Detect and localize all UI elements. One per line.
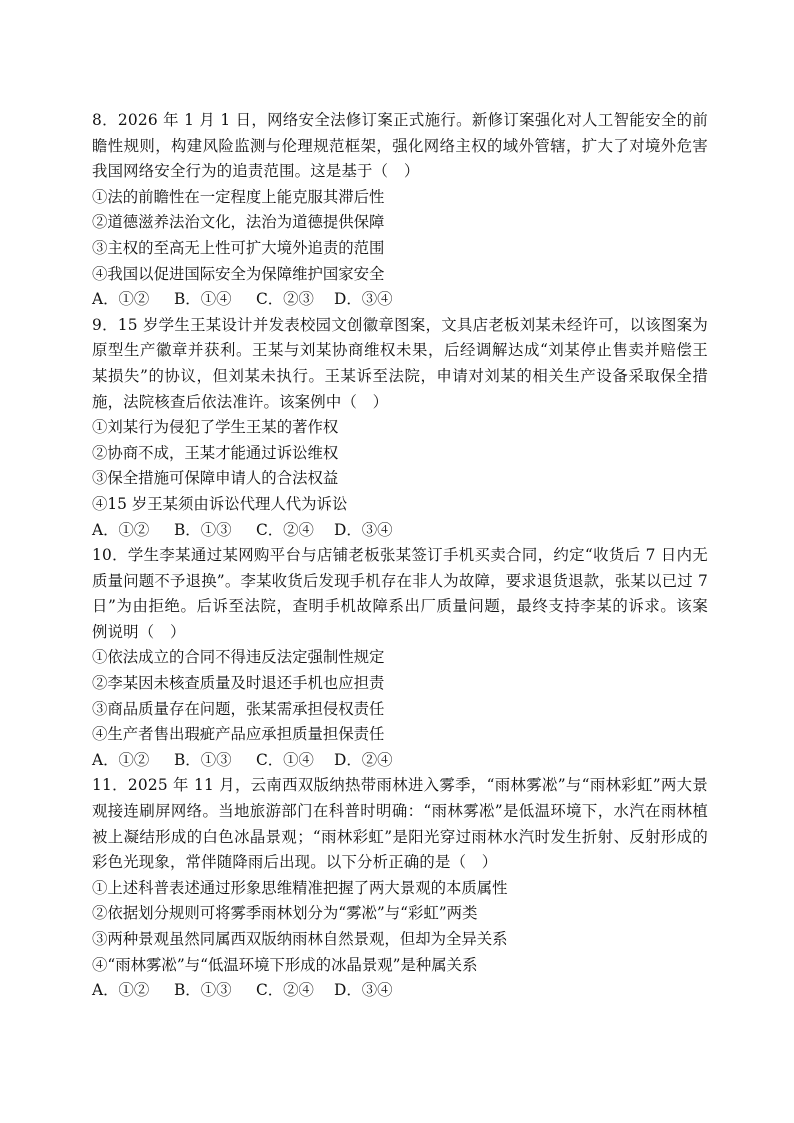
question-stem: 10．学生李某通过某网购平台与店铺老板张某签订手机买卖合同，约定“收货后 7 日内无质量问题不予退换”。李某收货后发现手机存在非人为故障，要求退货退款，张某以已过 7 日”为由拒绝。后诉至法院，查明手机故障系出厂质量问题，最终支持李某的诉求。该案例说明（ ） [92, 546, 708, 641]
question-8 [92, 108, 708, 313]
option-1: ①法的前瞻性在一定程度上能克服其滞后性 [92, 187, 385, 206]
question-10 [92, 543, 708, 773]
answer-choice-b: B．①③ [174, 520, 232, 539]
answer-choice-a: A．①② [92, 290, 150, 309]
answer-choice-d: D．②④ [334, 750, 393, 769]
option-4: ④生产者售出瑕疵产品应承担质量担保责任 [92, 725, 385, 744]
answer-choices [92, 518, 708, 544]
answer-choice-c: C．②③ [256, 290, 314, 309]
answer-choice-c: C．①④ [256, 750, 314, 769]
option-2: ②依据划分规则可将雾季雨林划分为“雾凇”与“彩虹”两类 [92, 904, 478, 923]
answer-choice-c: C．②④ [256, 981, 314, 1000]
option-2: ②李某因未核查质量及时退还手机也应担责 [92, 674, 385, 693]
question-stem: 11．2025 年 11 月，云南西双版纳热带雨林进入雾季，“雨林雾凇”与“雨林彩虹”两大景观接连刷屏网络。当地旅游部门在科普时明确：“雨林雾凇”是低温环境下，水汽在雨林植被上凝结形成的白色冰晶景观；“雨林彩虹”是阳光穿过雨林水汽时发生折射、反射形成的彩色光现象，常伴随降雨后出现。以下分析正确的是（ ） [92, 776, 708, 872]
option-1: ①依法成立的合同不得违反法定强制性规定 [92, 648, 385, 667]
answer-choices [92, 287, 708, 313]
option-3: ③主权的至高无上性可扩大境外追责的范围 [92, 238, 385, 257]
answer-choice-c: C．②④ [256, 520, 314, 539]
answer-choices [92, 748, 708, 774]
option-3: ③两种景观虽然同属西双版纳雨林自然景观，但却为全异关系 [92, 930, 508, 948]
question-11 [92, 773, 708, 1003]
option-3: ③保全措施可保障申请人的合法权益 [92, 469, 339, 488]
answer-choice-a: A．①② [92, 981, 150, 1000]
answer-choices [92, 978, 708, 1004]
answer-choice-a: A．①② [92, 520, 150, 539]
answer-choice-b: B．①③ [174, 981, 232, 1000]
option-2: ②道德滋养法治文化，法治为道德提供保障 [92, 213, 385, 232]
option-2: ②协商不成，王某才能通过诉讼维权 [92, 443, 339, 462]
answer-choice-d: D．③④ [334, 520, 393, 539]
question-9 [92, 313, 708, 543]
option-1: ①刘某行为侵犯了学生王某的著作权 [92, 418, 339, 437]
document-page [92, 108, 708, 1004]
option-4: ④15 岁王某须由诉讼代理人代为诉讼 [92, 494, 348, 513]
option-4: ④“雨林雾凇”与“低温环境下形成的冰晶景观”是种属关系 [92, 955, 478, 974]
answer-choice-d: D．③④ [334, 290, 393, 309]
option-3: ③商品质量存在问题，张某需承担侵权责任 [92, 699, 385, 718]
answer-choice-d: D．③④ [334, 981, 393, 1000]
answer-choice-b: B．①④ [174, 290, 232, 309]
option-1: ①上述科普表述通过形象思维精准把握了两大景观的本质属性 [92, 878, 508, 897]
answer-choice-a: A．①② [92, 750, 150, 769]
option-4: ④我国以促进国际安全为保障维护国家安全 [92, 264, 385, 283]
answer-choice-b: B．①③ [174, 750, 232, 769]
question-stem: 9．15 岁学生王某设计并发表校园文创徽章图案，文具店老板刘某未经许可，以该图案为原型生产徽章并获利。王某与刘某协商维权未果，后经调解达成“刘某停止售卖并赔偿王某损失”的协议，但刘某未执行。王某诉至法院，申请对刘某的相关生产设备采取保全措施，法院核查后依法准许。该案例中（ ） [92, 315, 708, 411]
question-stem: 8．2026 年 1 月 1 日，网络安全法修订案正式施行。新修订案强化对人工智能安全的前瞻性规则，构建风险监测与伦理规范框架，强化网络主权的域外管辖，扩大了对境外危害我国网络安全行为的追责范围。这是基于（ ） [92, 111, 708, 181]
